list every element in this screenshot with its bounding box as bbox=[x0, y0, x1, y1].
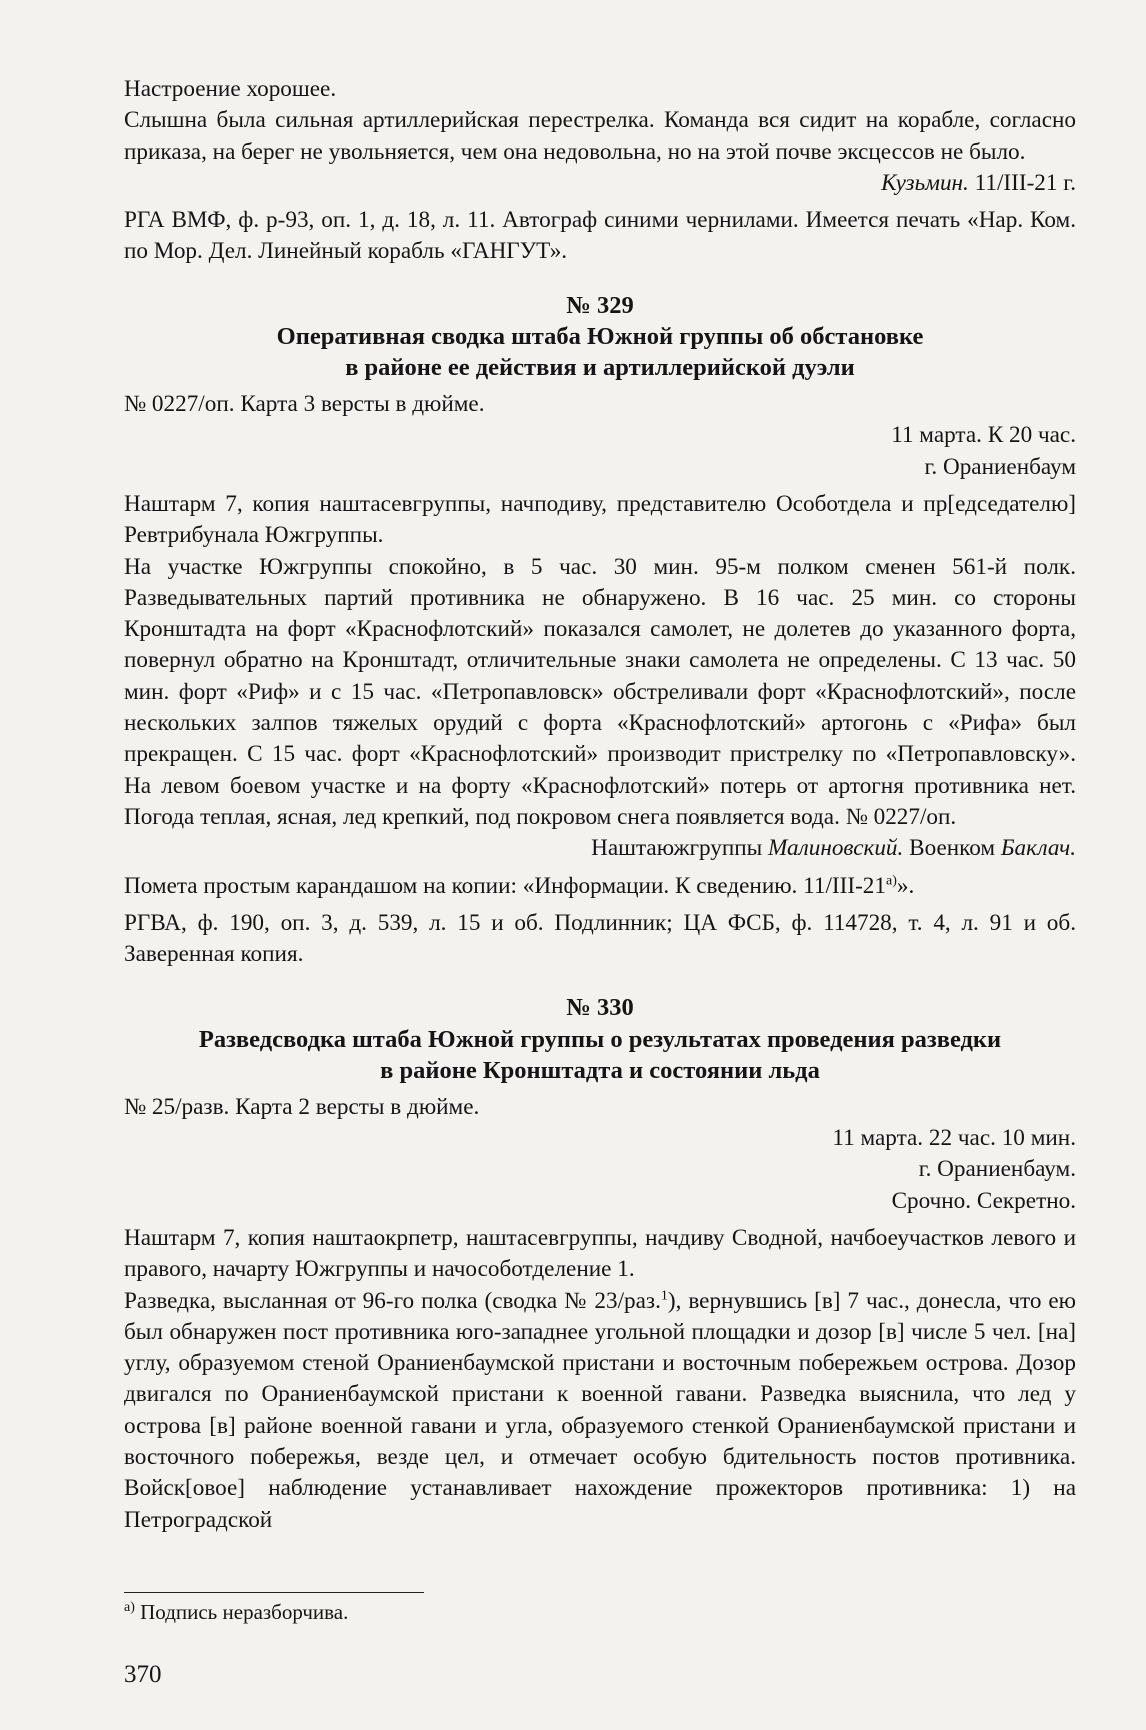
footnote bbox=[124, 1598, 348, 1626]
document-addressees: Наштарм 7, копия наштаокрпетр, наштасевгруппы, начдиву Сводной, начбоеучастков левого и правого, начарту Южгруппы и начособотделение 1. bbox=[124, 1224, 1076, 1283]
page-content bbox=[124, 74, 1076, 1536]
document-place: г. Ораниенбаум bbox=[924, 453, 1076, 480]
signature-name: Кузьмин. bbox=[881, 169, 969, 196]
document-addressees: Наштарм 7, копия наштасевгруппы, начподиву, представителю Особотдела и пр[едседателю] Ревтрибунала Южгруппы. bbox=[124, 490, 1076, 549]
pencil-note bbox=[124, 871, 1076, 902]
signature-name: Баклач. bbox=[1000, 835, 1076, 862]
document-place: г. Ораниенбаум. bbox=[918, 1156, 1076, 1183]
document-reference: № 25/разв. Карта 2 версты в дюйме. bbox=[124, 1093, 480, 1120]
footnote-text: Подпись неразборчива. bbox=[140, 1600, 349, 1624]
signature-name: Малиновский. bbox=[768, 835, 904, 862]
note-text: Помета простым карандашом на копии: «Информации. К сведению. 11/III-21 bbox=[124, 872, 886, 899]
document-number: № 330 bbox=[566, 994, 634, 1022]
document-secrecy: Срочно. Секретно. bbox=[891, 1187, 1076, 1214]
document-signature bbox=[124, 833, 1076, 864]
document-date: 11 марта. К 20 час. bbox=[891, 422, 1076, 449]
footnote-divider bbox=[124, 1592, 424, 1593]
page-number: 370 bbox=[124, 1661, 162, 1688]
note-text: ». bbox=[896, 872, 915, 899]
document-title-line: Оперативная сводка штаба Южной группы об обстановке bbox=[276, 323, 924, 351]
signature-title: Наштаюжгруппы bbox=[591, 835, 763, 862]
footnote-mark: а) bbox=[124, 1600, 135, 1615]
paragraph-artillery: Слышна была сильная артиллерийская перестрелка. Команда вся сидит на корабле, согласно приказа, на берег не увольняется, чем она недовольна, но на этой почве эксцессов не было. bbox=[124, 107, 1076, 165]
source-note: РГА ВМФ, ф. р-93, оп. 1, д. 18, л. 11. Автограф синими чернилами. Имеется печать «Нар. Ком. по Мор. Дел. Линейный корабль «ГАНГУТ». bbox=[124, 207, 1076, 265]
paragraph-mood: Настроение хорошее. bbox=[124, 76, 337, 102]
document-title-line: Разведсводка штаба Южной группы о результатах проведения разведки bbox=[198, 1025, 1002, 1053]
document-body bbox=[124, 1286, 1076, 1536]
body-text: ), вернувшись [в] 7 час., донесла, что ею был обнаружен пост противника юго-западнее угольной площадки и дозор [в] числе 5 чел. [на] углу, образуемом стеной Ораниенбаумской пристани и восточным побережьем острова. Дозор двигался по Ораниенбаумской пристани к военной гавани. Разведка выяснила, что лед у острова [в] районе военной гавани и угла, образуемого стенкой Ораниенбаумской пристани и восточного побережья, везде цел, и отмечает особую бдительность постов противника. Войск[овое] наблюдение устанавливает нахождение прожекторов противника: 1) на Петроградской bbox=[124, 1287, 1076, 1533]
document-title-line: в районе ее действия и артиллерийской дуэли bbox=[345, 354, 855, 382]
signature-line bbox=[124, 168, 1076, 199]
footnote-ref: а) bbox=[885, 872, 897, 888]
document-date: 11 марта. 22 час. 10 мин. bbox=[832, 1125, 1076, 1152]
document-body: На участке Южгруппы спокойно, в 5 час. 30 мин. 95-м полком сменен 561-й полк. Разведывательных партий противника не обнаружено. В 16 час. 25 мин. со стороны Кронштадта на форт «Краснофлотский» показался самолет, не долетев до указанного форта, повернул обратно на Кронштадт, отличительные знаки самолета не определены. С 13 час. 50 мин. форт «Риф» и с 15 час. «Петропавловск» обстреливали форт «Краснофлотский», после нескольких залпов тяжелых орудий с форта «Краснофлотский» артогонь с «Рифа» был прекращен. С 15 час. форт «Краснофлотский» производит пристрелку по «Петропавловску». На левом боевом участке и на форту «Краснофлотский» потерь от артогня противника нет. Погода теплая, ясная, лед крепкий, под покровом снега появляется вода. № 0227/оп. bbox=[124, 553, 1076, 830]
document-number: № 329 bbox=[566, 291, 634, 319]
footnote-ref: 1 bbox=[660, 1287, 668, 1303]
signature-date: 11/III-21 г. bbox=[974, 169, 1076, 196]
signature-title: Военком bbox=[909, 835, 996, 862]
document-title-line: в районе Кронштадта и состоянии льда bbox=[380, 1056, 820, 1084]
document-reference: № 0227/оп. Карта 3 версты в дюйме. bbox=[124, 391, 485, 418]
source-note: РГВА, ф. 190, оп. 3, д. 539, л. 15 и об. Подлинник; ЦА ФСБ, ф. 114728, т. 4, л. 91 и об. Заверенная копия. bbox=[124, 909, 1076, 968]
body-text: Разведка, высланная от 96-го полка (сводка № 23/раз. bbox=[124, 1287, 661, 1314]
